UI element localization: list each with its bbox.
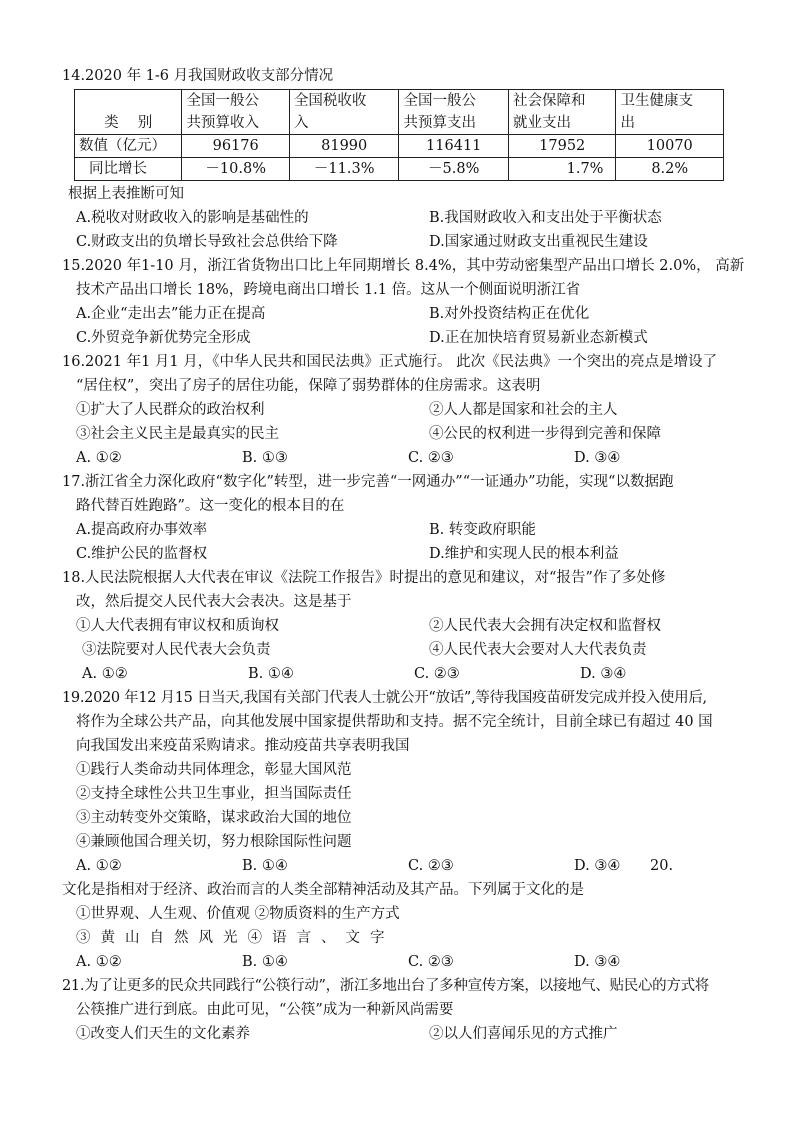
header-category: 类 别 bbox=[104, 115, 153, 131]
table-cell: 10070 bbox=[616, 135, 724, 158]
q16-items-row-2 bbox=[62, 422, 742, 446]
q15-options-row-2 bbox=[62, 326, 742, 350]
q14-options-row-1 bbox=[62, 206, 742, 230]
header-col-5: 卫生健康支 出 bbox=[616, 90, 724, 135]
header-col-2: 全国税收收 入 bbox=[289, 90, 399, 135]
table-cell: －11.3% bbox=[289, 158, 399, 181]
option-d: D. ③④ bbox=[580, 666, 627, 682]
q20-number: 20. bbox=[650, 858, 674, 874]
option-a: A. ①② bbox=[76, 450, 122, 466]
option-c: C.财政支出的负增长导致社会总供给下降 bbox=[76, 234, 338, 250]
exam-page bbox=[62, 64, 745, 1046]
q19-item-1: ①践行人类命动共同体理念，彰显大国风范 bbox=[76, 762, 352, 778]
option-d: D.维护和实现人民的根本利益 bbox=[429, 546, 619, 562]
q19-stem-line-2: 将作为全球公共产品，向其他发展中国家提供帮助和支持。据不完全统计，目前全球已有超过 40 国 bbox=[76, 714, 713, 730]
header-col-3: 全国一般公 共预算支出 bbox=[399, 90, 509, 135]
q15-stem-line-2: 技术产品出口增长 18%，跨境电商出口增长 1.1 倍。这从一个侧面说明浙江省 bbox=[76, 282, 581, 298]
item-1: ①人大代表拥有审议权和质询权 bbox=[76, 618, 279, 634]
q16-items-row-1 bbox=[62, 398, 742, 422]
option-d: D. ③④ bbox=[574, 954, 621, 970]
option-b: B.对外投资结构正在优化 bbox=[429, 306, 590, 322]
q19-item-3: ③主动转变外交策略，谋求政治大国的地位 bbox=[76, 810, 352, 826]
q20-item-2: ③黄山自然风光④语言、文字 bbox=[76, 930, 395, 946]
table-cell: 81990 bbox=[289, 135, 399, 158]
option-d: D. ③④ bbox=[574, 450, 621, 466]
option-c: C. ②③ bbox=[408, 450, 454, 466]
table-cell: －5.8% bbox=[399, 158, 509, 181]
option-d: D.正在加快培育贸易新业态新模式 bbox=[429, 330, 648, 346]
q15-options-row-1 bbox=[62, 302, 742, 326]
q19-item-2: ②支持全球性公共卫生事业，担当国际责任 bbox=[76, 786, 352, 802]
q19-item-4: ④兼顾他国合理关切，努力根除国际性问题 bbox=[76, 834, 352, 850]
item-1: ①改变人们天生的文化素养 bbox=[76, 1026, 250, 1042]
q18-stem-line-2: 改，然后提交人民代表大会表决。这是基于 bbox=[76, 594, 352, 610]
option-c: C.维护公民的监督权 bbox=[76, 546, 208, 562]
table-row bbox=[75, 135, 724, 158]
row-label: 数值（亿元） bbox=[75, 135, 182, 158]
header-col-4: 社会保障和 就业支出 bbox=[509, 90, 616, 135]
q21-items-row-1 bbox=[62, 1022, 742, 1046]
q17-options-row-2 bbox=[62, 542, 742, 566]
q15-stem-line-1: 15.2020 年1-10 月，浙江省货物出口比上年同期增长 8.4%，其中劳动密集型产品出口增长 2.0%， 高新 bbox=[62, 258, 745, 274]
option-a: A. ①② bbox=[76, 858, 122, 874]
option-b: B. ①④ bbox=[242, 858, 288, 874]
option-c: C. ②③ bbox=[408, 858, 454, 874]
q20-item-1: ①世界观、人生观、价值观 ②物质资料的生产方式 bbox=[76, 906, 400, 922]
item-3: ③社会主义民主是最真实的民主 bbox=[76, 426, 279, 442]
q14-options-row-2 bbox=[62, 230, 742, 254]
option-b: B. 转变政府职能 bbox=[429, 522, 536, 538]
table-cell: －10.8% bbox=[182, 158, 289, 181]
q16-stem-line-2: “居住权”，突出了房子的居住功能，保障了弱势群体的住房需求。这表明 bbox=[76, 378, 541, 394]
q18-items-row-2 bbox=[62, 638, 742, 662]
option-d: D.国家通过财政支出重视民生建设 bbox=[429, 234, 648, 250]
table-cell: 17952 bbox=[509, 135, 616, 158]
q14-stem: 根据上表推断可知 bbox=[68, 186, 184, 202]
q20-options-row bbox=[62, 950, 742, 974]
table-cell: 96176 bbox=[182, 135, 289, 158]
finance-table bbox=[74, 89, 724, 181]
item-2: ②以人们喜闻乐见的方式推广 bbox=[429, 1026, 618, 1042]
q19-stem-line-1: 19.2020 年12 月15 日当天,我国有关部门代表人士就公开“放话”,等待我国疫苗研发完成并投入使用后, bbox=[62, 690, 707, 706]
item-4: ④公民的权利进一步得到完善和保障 bbox=[429, 426, 661, 442]
table-cell: 1.7% bbox=[509, 158, 616, 181]
option-a: A. ①② bbox=[76, 954, 122, 970]
row-label: 同比增长 bbox=[75, 158, 182, 181]
option-a: A.提高政府办事效率 bbox=[76, 522, 208, 538]
item-1: ①扩大了人民群众的政治权利 bbox=[76, 402, 265, 418]
q18-stem-line-1: 18.人民法院根据人大代表在审议《法院工作报告》时提出的意见和建议，对“报告”作了多处修 bbox=[62, 570, 666, 586]
option-b: B. ①③ bbox=[242, 450, 288, 466]
q21-stem-line-2: 公筷推广进行到底。由此可见，“公筷”成为一种新风尚需要 bbox=[76, 1002, 454, 1018]
option-c: C. ②③ bbox=[408, 954, 454, 970]
option-c: C. ②③ bbox=[414, 666, 460, 682]
q14-title: 14.2020 年 1-6 月我国财政收支部分情况 bbox=[62, 68, 334, 84]
q18-items-row-1 bbox=[62, 614, 742, 638]
q21-stem-line-1: 21.为了让更多的民众共同践行“公筷行动”，浙江多地出台了多种宣传方案，以接地气、贴民心的方式将 bbox=[62, 978, 709, 994]
q17-stem-line-1: 17.浙江省全力深化政府“数字化”转型，进一步完善“一网通办”“一证通办”功能，实现“以数据跑 bbox=[62, 474, 674, 490]
item-4: ④人民代表大会要对人大代表负责 bbox=[429, 642, 647, 658]
option-a: A. ①② bbox=[82, 666, 128, 682]
option-a: A.企业“走出去”能力正在提高 bbox=[76, 306, 266, 322]
q18-options-row bbox=[62, 662, 742, 686]
option-c: C.外贸竞争新优势完全形成 bbox=[76, 330, 251, 346]
table-header-row bbox=[75, 90, 724, 135]
table-row bbox=[75, 158, 724, 181]
q16-options-row bbox=[62, 446, 742, 470]
option-d: D. ③④ bbox=[574, 858, 621, 874]
item-3: ③法院要对人民代表大会负责 bbox=[82, 642, 271, 658]
item-2: ②人民代表大会拥有决定权和监督权 bbox=[429, 618, 661, 634]
q17-options-row-1 bbox=[62, 518, 742, 542]
q19-stem-line-3: 向我国发出来疫苗采购请求。推动疫苗共享表明我国 bbox=[76, 738, 410, 754]
option-b: B. ①④ bbox=[242, 954, 288, 970]
item-2: ②人人都是国家和社会的主人 bbox=[429, 402, 618, 418]
table-cell: 8.2% bbox=[616, 158, 724, 181]
q19-options-row bbox=[62, 854, 742, 878]
option-b: B. ①④ bbox=[248, 666, 294, 682]
q20-stem: 文化是指相对于经济、政治而言的人类全部精神活动及其产品。下列属于文化的是 bbox=[62, 882, 584, 898]
option-a: A.税收对财政收入的影响是基础性的 bbox=[76, 210, 309, 226]
header-col-1: 全国一般公 共预算收入 bbox=[182, 90, 289, 135]
q17-stem-line-2: 路代替百姓跑路”。这一变化的根本目的在 bbox=[76, 498, 345, 514]
q16-stem-line-1: 16.2021 年1 月1 月，《中华人民共和国民法典》正式施行。 此次《民法典》一个突出的亮点是增设了 bbox=[62, 354, 718, 370]
table-cell: 116411 bbox=[399, 135, 509, 158]
option-b: B.我国财政收入和支出处于平衡状态 bbox=[429, 210, 662, 226]
